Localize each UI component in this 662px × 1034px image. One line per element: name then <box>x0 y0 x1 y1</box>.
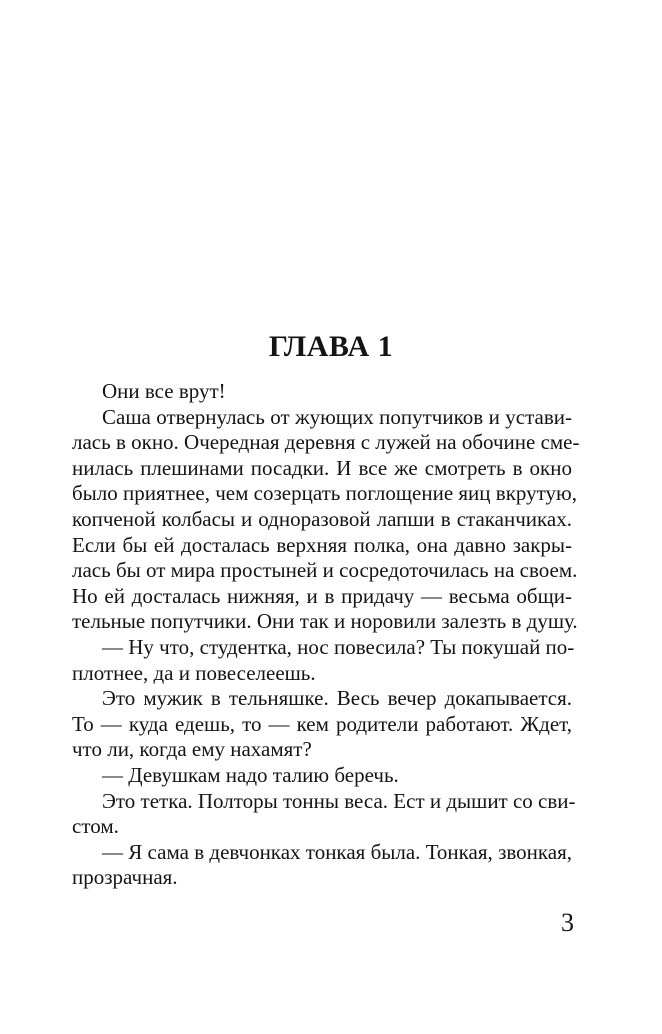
text-line: Это мужик в тельняшке. Весь вечер докапывается. <box>102 686 572 711</box>
page-number: 3 <box>561 908 574 937</box>
text-line: Но ей досталась нижняя, и в придачу — весьма общи- <box>72 583 572 608</box>
text-line: нилась плешинами посадки. И все же смотреть в окно <box>72 455 572 480</box>
text-line: Если бы ей досталась верхняя полка, она давно закры- <box>72 532 572 557</box>
text-line: Саша отвернулась от жующих попутчиков и устави- <box>102 404 572 429</box>
text-line: копченой колбасы и одноразовой лапши в стаканчиках. <box>72 506 572 531</box>
text-line: — Я сама в девчонках тонкая была. Тонкая, звонкая, <box>102 839 572 864</box>
text-line: Они все врут! <box>102 379 226 403</box>
text-line: было приятнее, чем созерцать поглощение яиц вкрутую, <box>72 481 577 506</box>
text-line: Это тетка. Полторы тонны веса. Ест и дышит со сви- <box>102 788 576 813</box>
text-line: что ли, когда ему нахамят? <box>72 737 312 762</box>
text-line: — Ну что, студентка, нос повесила? Ты покушай по- <box>102 634 575 659</box>
text-line: стом. <box>72 814 119 839</box>
text-line: То — куда едешь, то — кем родители работают. Ждет, <box>72 711 572 736</box>
text-line: тельные попутчики. Они так и норовили залезть в душу. <box>72 609 578 634</box>
text-line: прозрачная. <box>72 865 178 890</box>
chapter-title: ГЛАВА 1 <box>268 330 394 363</box>
text-line: лась бы от мира простыней и сосредоточилась на своем. <box>72 558 578 583</box>
text-line: лась в окно. Очередная деревня с лужей на обочине сме- <box>72 430 580 455</box>
text-line: — Девушкам надо талию беречь. <box>102 762 399 787</box>
body-text <box>72 379 580 891</box>
text-line: плотнее, да и повеселеешь. <box>72 660 316 685</box>
